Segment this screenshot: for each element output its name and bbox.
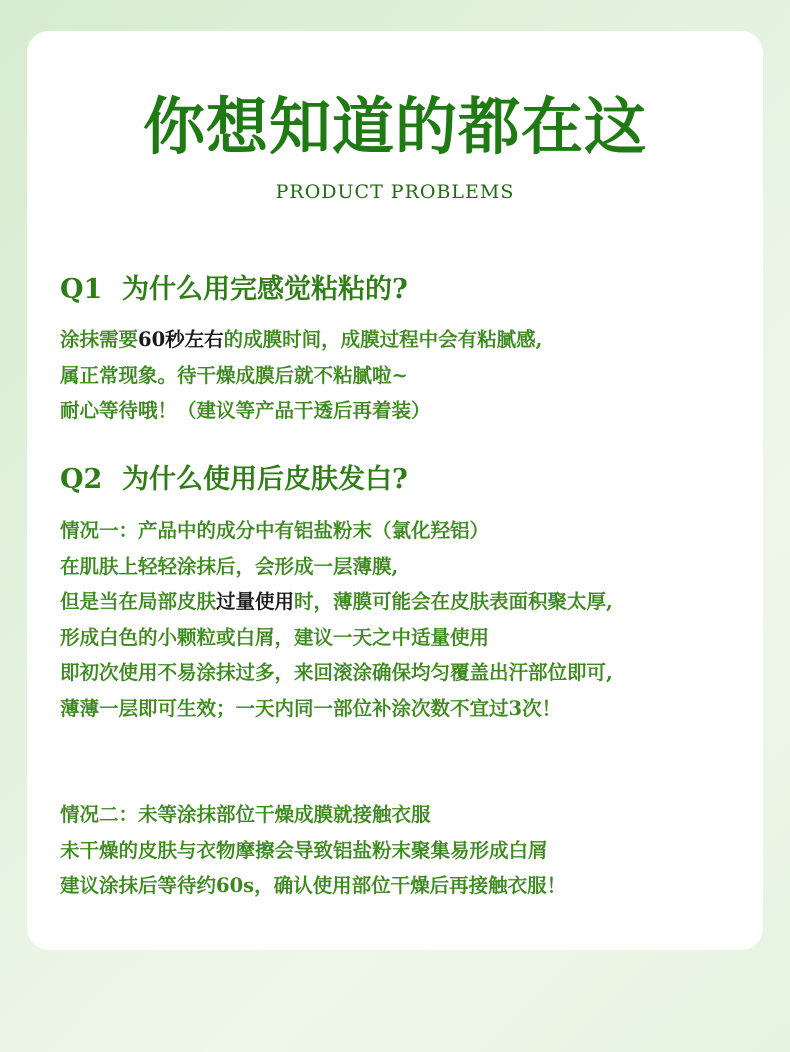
- page-title: 你想知道的都在这: [142, 90, 647, 163]
- emphasis-text: 60秒左右: [138, 328, 224, 351]
- q2-case2-line: 未干燥的皮肤与衣物摩擦会导致铝盐粉末聚集易形成白屑: [60, 838, 548, 862]
- q2-case1-line: 但是当在局部皮肤过量使用时，薄膜可能会在皮肤表面积聚太厚,: [60, 590, 613, 613]
- emphasis-text: 过量使用: [216, 590, 295, 613]
- q2-case1-line: 在肌肤上轻轻涂抹后，会形成一层薄膜,: [60, 554, 399, 578]
- q2-case1-line: 即初次使用不易涂抹过多，来回滚涂确保均匀覆盖出汗部位即可,: [60, 661, 613, 684]
- q2-heading: [60, 460, 408, 500]
- q2-case1: [60, 513, 760, 726]
- q1-answer: [60, 322, 760, 429]
- q2-case1-line: 形成白色的小颗粒或白屑，建议一天之中适量使用: [60, 625, 490, 649]
- q1-question: 为什么用完感觉粘粘的?: [122, 274, 408, 305]
- q2-number: Q2: [60, 464, 103, 495]
- q1-answer-line: 耐心等待哦！（建议等产品干透后再着装）: [60, 399, 431, 422]
- q2-case1-line: 情况一：产品中的成分中有铝盐粉末（氯化羟铝）: [60, 519, 490, 542]
- page-subtitle: PRODUCT PROBLEMS: [275, 181, 515, 203]
- q2-case1-line: 薄薄一层即可生效；一天内同一部位补涂次数不宜过3次！: [60, 696, 562, 720]
- q1-answer-line: 涂抹需要60秒左右的成膜时间，成膜过程中会有粘腻感,: [60, 328, 543, 351]
- q2-case2-line: 情况二：未等涂抹部位干燥成膜就接触衣服: [60, 803, 431, 826]
- q1-number: Q1: [60, 274, 103, 305]
- q2-case2-line: 建议涂抹后等待约60s，确认使用部位干燥后再接触衣服！: [60, 874, 567, 897]
- q1-answer-line: 属正常现象。待干燥成膜后就不粘腻啦~: [60, 363, 408, 387]
- q2-case2: [60, 797, 760, 904]
- q1-heading: [60, 270, 408, 310]
- q2-question: 为什么使用后皮肤发白?: [122, 464, 408, 495]
